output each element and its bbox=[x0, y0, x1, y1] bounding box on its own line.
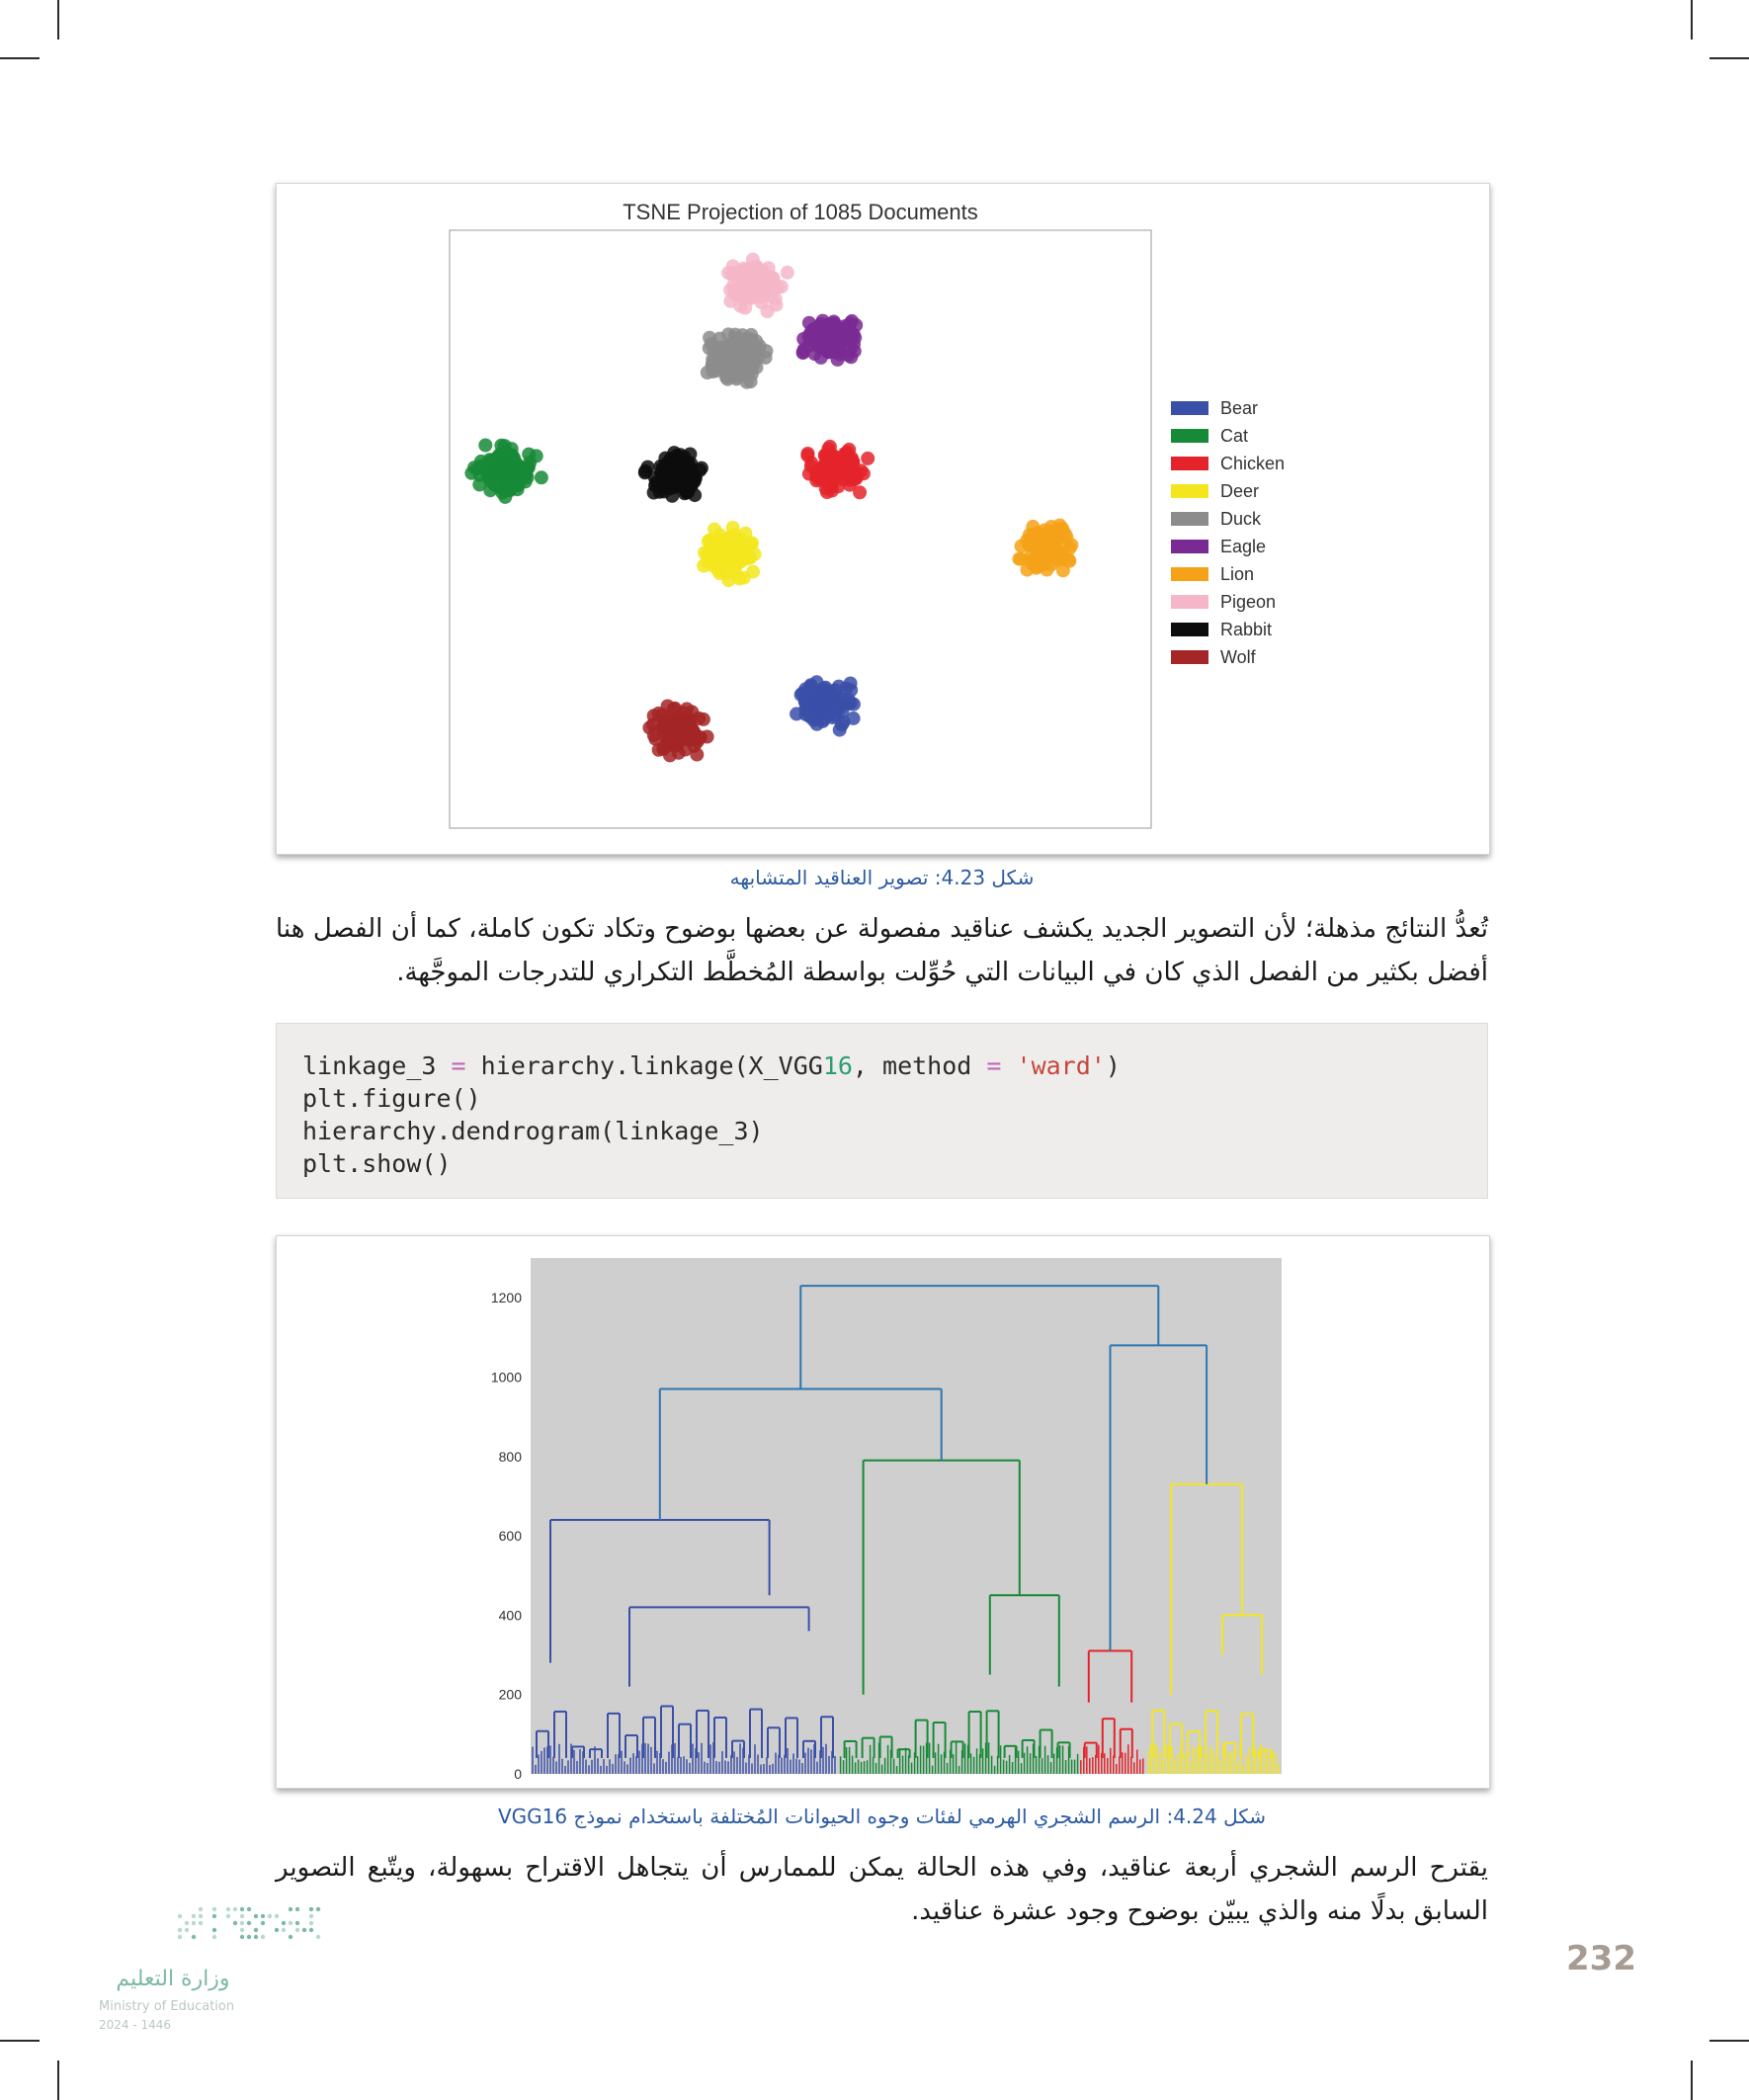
scatter-point bbox=[688, 488, 702, 502]
legend-swatch bbox=[1171, 595, 1208, 609]
logo-dot bbox=[309, 1928, 313, 1932]
legend-label: Cat bbox=[1220, 426, 1249, 446]
scatter-point bbox=[800, 449, 814, 462]
y-tick-label: 200 bbox=[498, 1686, 522, 1703]
legend-label: Bear bbox=[1220, 398, 1259, 418]
legend-swatch bbox=[1171, 401, 1208, 415]
logo-dots-icon bbox=[94, 1897, 331, 1957]
logo-dot bbox=[212, 1935, 216, 1939]
y-tick-label: 400 bbox=[498, 1607, 522, 1624]
logo-dot bbox=[309, 1921, 313, 1925]
logo-dot bbox=[261, 1935, 265, 1939]
legend-swatch bbox=[1171, 429, 1208, 443]
logo-dot bbox=[282, 1928, 286, 1932]
scatter-point bbox=[805, 703, 819, 716]
scatter-point bbox=[680, 714, 694, 728]
scatter-point bbox=[684, 462, 698, 476]
logo-dot bbox=[289, 1907, 292, 1911]
logo-dot bbox=[212, 1907, 216, 1911]
scatter-point bbox=[668, 702, 682, 715]
scatter-point bbox=[1025, 556, 1039, 570]
scatter-point bbox=[738, 527, 752, 541]
scatter-point bbox=[766, 271, 780, 285]
logo-dot bbox=[199, 1907, 203, 1911]
logo-dot bbox=[233, 1921, 237, 1925]
logo-dot bbox=[309, 1914, 313, 1918]
scatter-point bbox=[812, 472, 826, 486]
crop-mark bbox=[1691, 0, 1693, 40]
scatter-point bbox=[708, 345, 721, 359]
code-line: hierarchy.dendrogram(linkage_3) bbox=[302, 1117, 764, 1145]
scatter-point bbox=[853, 485, 867, 499]
paragraph: تُعدُّ النتائج مذهلة؛ لأن التصوير الجديد يكشف عناقيد مفصولة عن بعضها بوضوح وتكاد تكون كاملة، كما أن الفصل هنا أفضل بكثير من الفصل الذي كان في البيانات التي حُوِّلت بواسطة المُخطَّط التكراري للتدرجات الموجَّهة. bbox=[276, 914, 1488, 987]
code-line: linkage_3 = hierarchy.linkage(X_VGG16, method = 'ward') bbox=[302, 1051, 1121, 1080]
logo-dot bbox=[247, 1907, 251, 1911]
scatter-point bbox=[721, 573, 735, 587]
scatter-point bbox=[847, 712, 861, 725]
scatter-point bbox=[842, 443, 856, 457]
scatter-point bbox=[727, 266, 741, 280]
scatter-point bbox=[861, 452, 874, 465]
logo-dot bbox=[261, 1921, 265, 1925]
y-tick-label: 600 bbox=[498, 1528, 522, 1545]
scatter-point bbox=[1041, 548, 1054, 562]
scatter-point bbox=[530, 449, 543, 462]
logo-dot bbox=[240, 1914, 244, 1918]
logo-dot bbox=[240, 1921, 244, 1925]
scatter-point bbox=[724, 341, 738, 355]
logo-dot bbox=[316, 1907, 320, 1911]
logo-dot bbox=[192, 1935, 196, 1939]
y-tick-label: 1200 bbox=[490, 1290, 522, 1306]
legend-swatch bbox=[1171, 623, 1208, 636]
scatter-point bbox=[535, 470, 548, 484]
scatter-point bbox=[806, 684, 820, 698]
crop-mark bbox=[1709, 57, 1749, 59]
logo-dot bbox=[212, 1928, 216, 1932]
scatter-point bbox=[483, 453, 497, 466]
legend-label: Rabbit bbox=[1220, 620, 1273, 639]
scatter-point bbox=[814, 351, 828, 365]
crop-mark bbox=[57, 0, 59, 40]
crop-mark bbox=[1691, 2060, 1693, 2100]
logo-dot bbox=[233, 1907, 237, 1911]
scatter-point bbox=[483, 483, 497, 497]
logo-dot bbox=[316, 1935, 320, 1939]
scatter-point bbox=[821, 320, 835, 334]
logo-dot bbox=[289, 1935, 292, 1939]
logo-dot bbox=[254, 1928, 258, 1932]
logo-dot bbox=[275, 1928, 279, 1932]
scatter-point bbox=[1026, 520, 1040, 534]
figure-caption: شكل 4.23: تصوير العناقيد المتشابهه bbox=[729, 866, 1035, 889]
chart-title: TSNE Projection of 1085 Documents bbox=[623, 200, 978, 224]
logo-dot bbox=[275, 1914, 279, 1918]
legend-swatch bbox=[1171, 484, 1208, 498]
legend-swatch bbox=[1171, 457, 1208, 470]
plot-area bbox=[531, 1258, 1282, 1774]
legend-label: Deer bbox=[1220, 481, 1260, 501]
scatter-point bbox=[736, 540, 750, 553]
logo-dot bbox=[226, 1907, 230, 1911]
legend-label: Chicken bbox=[1220, 454, 1286, 473]
page-number: 232 bbox=[1566, 1939, 1636, 1978]
tsne-figure bbox=[276, 183, 1490, 855]
logo-dot bbox=[192, 1914, 196, 1918]
legend-label: Lion bbox=[1220, 564, 1255, 584]
legend-label: Pigeon bbox=[1220, 592, 1277, 612]
scatter-point bbox=[467, 461, 481, 474]
scatter-point bbox=[646, 717, 660, 731]
legend-label: Eagle bbox=[1220, 537, 1267, 556]
legend-label: Wolf bbox=[1220, 647, 1256, 667]
logo-dot bbox=[254, 1935, 258, 1939]
code-line: plt.show() bbox=[302, 1149, 452, 1178]
logo-dot bbox=[295, 1928, 299, 1932]
scatter-point bbox=[494, 439, 508, 453]
scatter-point bbox=[641, 461, 655, 474]
ministry-year: 2024 - 1446 bbox=[99, 2018, 172, 2032]
logo-dot bbox=[240, 1935, 244, 1939]
logo-dot bbox=[192, 1921, 196, 1925]
logo-dot bbox=[178, 1928, 182, 1932]
scatter-point bbox=[478, 439, 492, 453]
scatter-point bbox=[831, 340, 845, 354]
scatter-point bbox=[844, 677, 858, 691]
logo-dot bbox=[261, 1914, 265, 1918]
scatter-point bbox=[672, 746, 686, 760]
scatter-point bbox=[759, 351, 773, 365]
tsne-scatter-chart bbox=[277, 184, 1489, 854]
logo-dot bbox=[309, 1907, 313, 1911]
scatter-point bbox=[805, 333, 819, 347]
scatter-point bbox=[817, 334, 831, 348]
logo-dot bbox=[289, 1921, 292, 1925]
scatter-point bbox=[657, 484, 671, 498]
logo-dot bbox=[212, 1914, 216, 1918]
scatter-point bbox=[489, 469, 503, 483]
dendrogram-chart bbox=[277, 1236, 1489, 1788]
ministry-name-ar: وزارة التعليم bbox=[116, 1967, 230, 1991]
y-axis bbox=[491, 1290, 522, 1782]
logo-dot bbox=[178, 1914, 182, 1918]
figure-caption: شكل 4.24: الرسم الشجري الهرمي لفئات وجوه الحيوانات المُختلفة باستخدام نموذج VGG16 bbox=[497, 1805, 1267, 1828]
y-tick-label: 0 bbox=[514, 1766, 522, 1782]
logo-dot bbox=[240, 1907, 244, 1911]
logo-dot bbox=[295, 1907, 299, 1911]
legend-swatch bbox=[1171, 540, 1208, 553]
scatter-point bbox=[844, 332, 858, 346]
y-tick-label: 800 bbox=[498, 1448, 522, 1465]
scatter-point bbox=[677, 451, 691, 464]
logo-dot bbox=[254, 1914, 258, 1918]
scatter-point bbox=[781, 266, 794, 280]
scatter-point bbox=[503, 482, 517, 496]
logo-dot bbox=[247, 1935, 251, 1939]
dendrogram-figure bbox=[276, 1235, 1490, 1789]
scatter-point bbox=[1015, 540, 1029, 553]
scatter-point bbox=[744, 375, 758, 388]
y-tick-label: 1000 bbox=[490, 1369, 522, 1386]
legend-swatch bbox=[1171, 512, 1208, 526]
logo-dot bbox=[185, 1921, 189, 1925]
logo-dot bbox=[295, 1921, 299, 1925]
scatter-point bbox=[694, 730, 708, 744]
logo-dot bbox=[178, 1935, 182, 1939]
paragraph: يقترح الرسم الشجري أربعة عناقيد، وفي هذه الحالة يمكن للممارس أن يتجاهل الاقتراح بسهولة، ويتّبع التصوير السابق بدلًا منه والذي يبيّن بوضوح وجود عشرة عناقيد. bbox=[276, 1853, 1488, 1926]
logo-dot bbox=[240, 1928, 244, 1932]
legend-swatch bbox=[1171, 567, 1208, 581]
scatter-point bbox=[659, 716, 673, 730]
crop-mark bbox=[0, 57, 40, 59]
crop-mark bbox=[57, 2060, 59, 2100]
scatter-point bbox=[692, 712, 706, 725]
legend bbox=[1171, 398, 1285, 667]
logo-dot bbox=[185, 1928, 189, 1932]
ministry-logo bbox=[94, 1897, 331, 2036]
logo-dot bbox=[199, 1921, 203, 1925]
scatter-point bbox=[722, 359, 736, 373]
crop-mark bbox=[1709, 2040, 1749, 2042]
scatter-point bbox=[745, 262, 759, 276]
logo-dot bbox=[268, 1914, 272, 1918]
logo-dot bbox=[302, 1928, 306, 1932]
code-block bbox=[276, 1023, 1488, 1199]
logo-dot bbox=[247, 1921, 251, 1925]
logo-dot bbox=[199, 1914, 203, 1918]
legend-swatch bbox=[1171, 650, 1208, 664]
scatter-point bbox=[839, 467, 853, 481]
scatter-point bbox=[737, 347, 751, 361]
scatter-point bbox=[746, 287, 760, 300]
scatter-point bbox=[822, 708, 836, 721]
crop-mark bbox=[0, 2040, 40, 2042]
scatter-point bbox=[660, 458, 674, 471]
scatter-point bbox=[833, 723, 847, 737]
code-line: plt.figure() bbox=[302, 1084, 481, 1113]
legend-label: Duck bbox=[1220, 509, 1262, 529]
scatter-point bbox=[744, 328, 758, 342]
logo-dot bbox=[282, 1921, 286, 1925]
logo-dot bbox=[226, 1914, 230, 1918]
scatter-point bbox=[713, 528, 727, 542]
scatter-point bbox=[658, 740, 672, 754]
ministry-name-en: Ministry of Education bbox=[99, 1999, 235, 2014]
